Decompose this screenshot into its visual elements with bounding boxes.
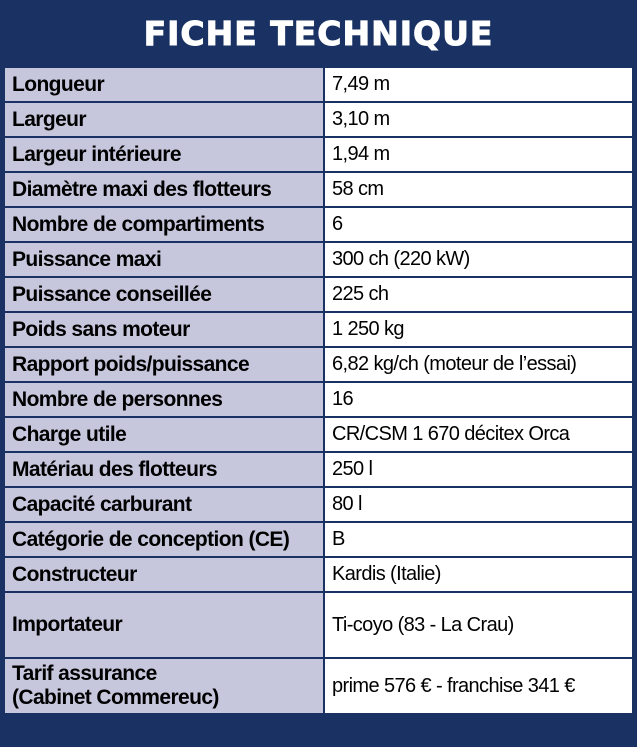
- row-value: 3,10 m: [324, 102, 633, 137]
- table-row: [4, 592, 633, 658]
- table-row: [4, 658, 633, 714]
- row-value: 80 l: [324, 487, 633, 522]
- table-row: [4, 417, 633, 452]
- table-row: [4, 347, 633, 382]
- row-value: 6: [324, 207, 633, 242]
- row-label: Nombre de personnes: [4, 382, 324, 417]
- table-row: [4, 452, 633, 487]
- row-label: Puissance maxi: [4, 242, 324, 277]
- row-label: Importateur: [4, 592, 324, 658]
- table-row: [4, 277, 633, 312]
- row-label: Capacité carburant: [4, 487, 324, 522]
- row-value: CR/CSM 1 670 décitex Orca: [324, 417, 633, 452]
- row-label: Poids sans moteur: [4, 312, 324, 347]
- table-row: [4, 242, 633, 277]
- row-value: 58 cm: [324, 172, 633, 207]
- row-value: 300 ch (220 kW): [324, 242, 633, 277]
- table-row: [4, 382, 633, 417]
- row-label-line-1: Tarif assurance: [12, 662, 157, 685]
- row-label: Matériau des flotteurs: [4, 452, 324, 487]
- row-label: Nombre de compartiments: [4, 207, 324, 242]
- row-label: Charge utile: [4, 417, 324, 452]
- table-row: [4, 172, 633, 207]
- row-label: Constructeur: [4, 557, 324, 592]
- row-value: 1,94 m: [324, 137, 633, 172]
- row-label: Catégorie de conception (CE): [4, 522, 324, 557]
- row-value: 6,82 kg/ch (moteur de l’essai): [324, 347, 633, 382]
- row-value: Ti-coyo (83 - La Crau): [324, 592, 633, 658]
- table-row: [4, 102, 633, 137]
- row-label: Diamètre maxi des flotteurs: [4, 172, 324, 207]
- table-row: [4, 522, 633, 557]
- table-row: [4, 207, 633, 242]
- row-value: prime 576 € - franchise 341 €: [324, 658, 633, 714]
- table-row: [4, 487, 633, 522]
- table-row: [4, 312, 633, 347]
- row-value: B: [324, 522, 633, 557]
- row-label: Largeur: [4, 102, 324, 137]
- row-value: 7,49 m: [324, 67, 633, 102]
- row-value: 1 250 kg: [324, 312, 633, 347]
- row-label-line-2: (Cabinet Commereuc): [12, 686, 219, 709]
- row-value: 225 ch: [324, 277, 633, 312]
- table-row: [4, 137, 633, 172]
- row-value: Kardis (Italie): [324, 557, 633, 592]
- row-label: Largeur intérieure: [4, 137, 324, 172]
- row-value: 16: [324, 382, 633, 417]
- row-label: Puissance conseillée: [4, 277, 324, 312]
- row-label-two-line: [4, 658, 324, 714]
- row-label: Rapport poids/puissance: [4, 347, 324, 382]
- spec-table: [3, 66, 634, 715]
- row-value: 250 l: [324, 452, 633, 487]
- table-row: [4, 67, 633, 102]
- row-label: Longueur: [4, 67, 324, 102]
- table-row: [4, 557, 633, 592]
- sheet-title: FICHE TECHNIQUE: [143, 13, 494, 53]
